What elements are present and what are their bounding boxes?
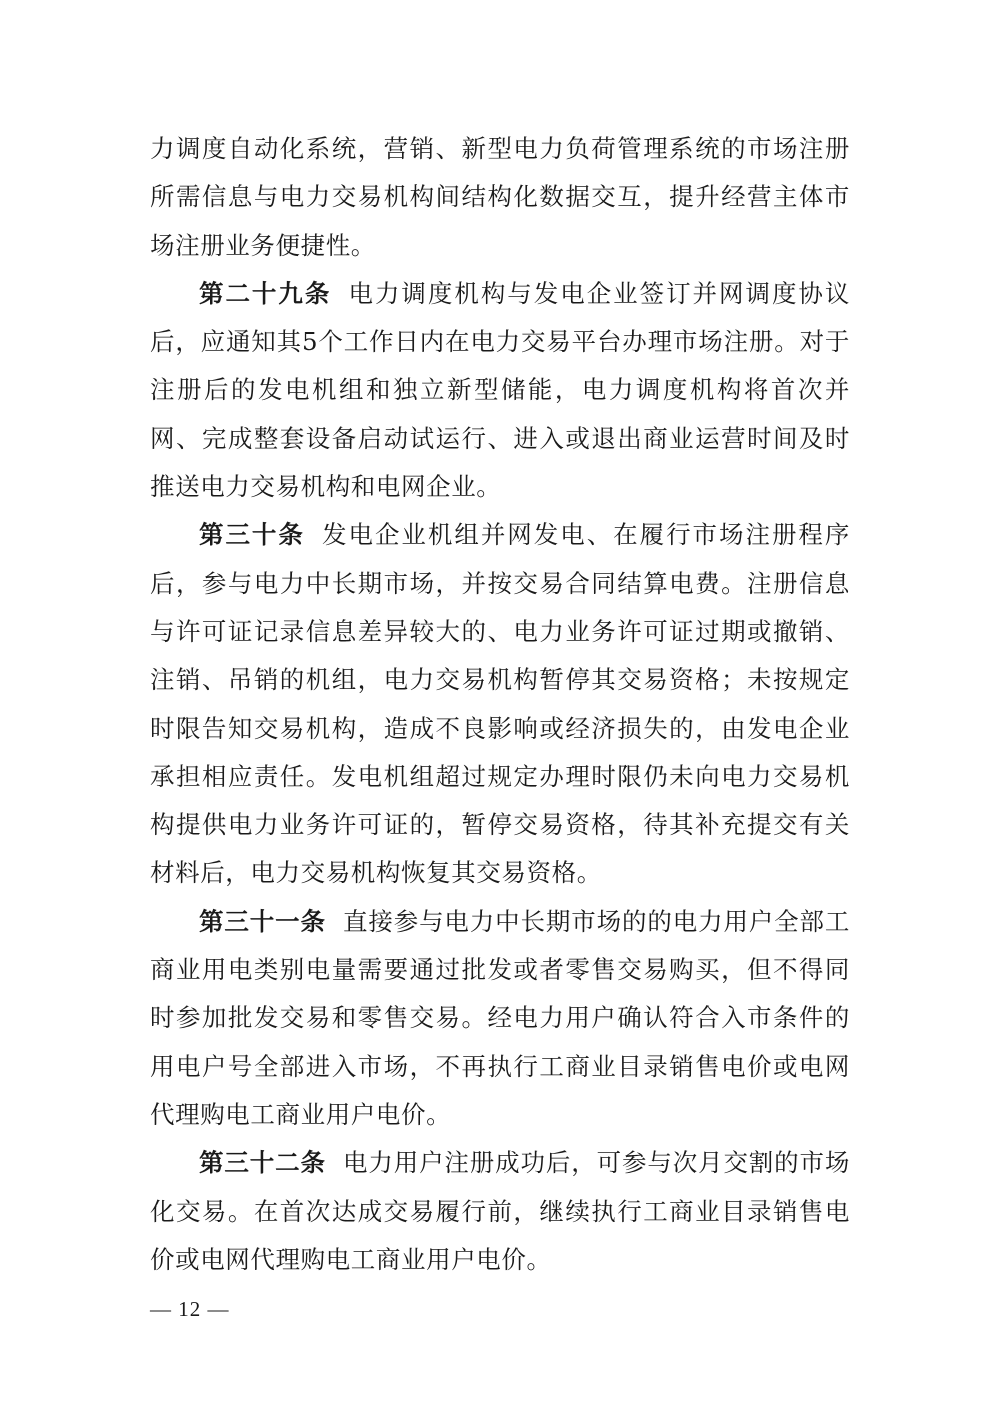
article-number: 第三十一条	[199, 906, 326, 936]
paragraph-text: 力调度自动化系统，营销、新型电力负荷管理系统的市场注册所需信息与电力交易机构间结构化数据交互，提升经营主体市场注册业务便捷性。	[150, 134, 850, 260]
paragraph-continuation	[150, 125, 850, 270]
document-page	[150, 125, 850, 1284]
article-number: 第三十条	[199, 520, 305, 550]
paragraph-article-30	[150, 511, 850, 897]
paragraph-article-29	[150, 270, 850, 511]
paragraph-text: 发电企业机组并网发电、在履行市场注册程序后，参与电力中长期市场，并按交易合同结算电费。注册信息与许可证记录信息差异较大的、电力业务许可证过期或撤销、注销、吊销的机组，电力交易机构暂停其交易资格；未按规定时限告知交易机构，造成不良影响或经济损失的，由发电企业承担相应责任。发电机组超过规定办理时限仍未向电力交易机构提供电力业务许可证的，暂停交易资格，待其补充提交有关材料后，电力交易机构恢复其交易资格。	[150, 520, 850, 888]
paragraph-article-32	[150, 1139, 850, 1284]
page-number: — 12 —	[150, 1297, 230, 1321]
paragraph-text: 直接参与电力中长期市场的的电力用户全部工商业用电类别电量需要通过批发或者零售交易购买，但不得同时参加批发交易和零售交易。经电力用户确认符合入市条件的用电户号全部进入市场，不再执行工商业目录销售电价或电网代理购电工商业用户电价。	[150, 906, 851, 1129]
paragraph-text: 电力调度机构与发电企业签订并网调度协议后，应通知其5个工作日内在电力交易平台办理市场注册。对于注册后的发电机组和独立新型储能，电力调度机构将首次并网、完成整套设备启动试运行、进入或退出商业运营时间及时推送电力交易机构和电网企业。	[150, 278, 850, 502]
article-number: 第二十九条	[199, 278, 332, 308]
article-number: 第三十二条	[199, 1148, 326, 1178]
paragraph-text: 电力用户注册成功后，可参与次月交割的市场化交易。在首次达成交易履行前，继续执行工商业目录销售电价或电网代理购电工商业用户电价。	[150, 1148, 851, 1274]
paragraph-article-31	[150, 898, 850, 1139]
